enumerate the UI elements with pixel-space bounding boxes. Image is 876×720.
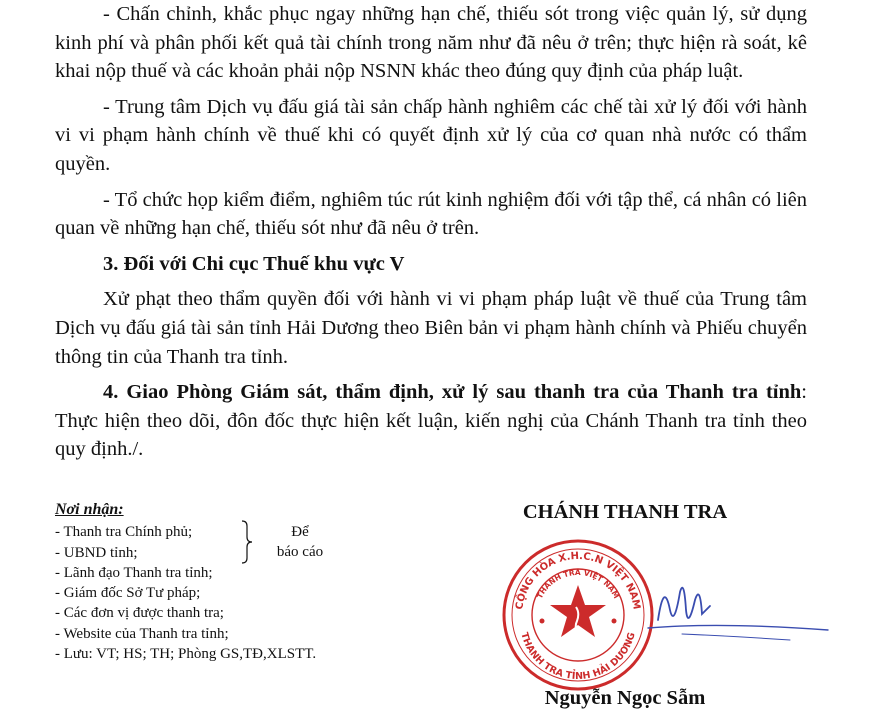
curly-brace-icon [240,520,254,564]
recipients-title: Nơi nhận: [55,501,124,518]
recipients-block [55,500,455,664]
signer-name: Nguyễn Ngọc Sẫm [544,687,706,709]
recipient-item: - Các đơn vị được thanh tra; [55,605,224,622]
paragraph-rectify: - Chấn chỉnh, khắc phục ngay những hạn chế, thiếu sót trong việc quản lý, sử dụng kinh phí và phân phối kết quả tài chính trong năm như đã nêu ở trên; thực hiện rà soát, kê khai nộp thuế và các khoản phải nộp NSNN khác theo đúng quy định của pháp luật. [55,3,807,83]
recipient-item: - Giám đốc Sở Tư pháp; [55,585,201,602]
official-seal [498,535,658,695]
document-body [55,0,807,464]
report-brace-group [240,520,350,564]
report-note-line1: Để [291,524,309,540]
paragraph-auction-center: - Trung tâm Dịch vụ đấu giá tài sản chấp hành nghiêm các chế tài xử lý đối với hành vi vi phạm hành chính về thuế khi có quyết định xử lý của cơ quan nhà nước có thẩm quyền. [55,95,807,175]
report-note [260,522,340,562]
report-note-line2: báo cáo [276,544,324,560]
recipient-item: - Lãnh đạo Thanh tra tỉnh; [55,564,213,581]
paragraph-penalty: Xử phạt theo thẩm quyền đối với hành vi vi phạm pháp luật về thuế của Trung tâm Dịch vụ đấu giá tài sản tỉnh Hải Dương theo Biên bản vi phạm hành chính và Phiếu chuyển thông tin của Thanh tra tỉnh. [55,288,807,368]
seal-bottom-text: THANH TRA TỈNH HẢI DƯƠNG [518,631,638,683]
paragraph-meeting: - Tổ chức họp kiểm điểm, nghiêm túc rút kinh nghiệm đối với tập thể, cá nhân có liên quan về những hạn chế, thiếu sót như đã nêu ở trên. [55,188,807,240]
section-heading-tax-branch: 3. Đối với Chi cục Thuế khu vực V [103,252,405,275]
seal-outer-text: CỘNG HÒA X.H.C.N VIỆT NAM [514,550,642,611]
signer-title: CHÁNH THANH TRA [522,501,728,523]
recipient-item: - UBND tỉnh; [55,544,138,561]
recipient-item: - Thanh tra Chính phủ; [55,524,193,541]
supervision-bold-lead: 4. Giao Phòng Giám sát, thẩm định, xử lý sau thanh tra của Thanh tra tỉnh [103,381,802,404]
recipient-item: - Website của Thanh tra tỉnh; [55,625,229,642]
handwritten-signature [640,570,840,650]
supervision-text: : Thực hiện theo dõi, đôn đốc thực hiện kết luận, kiến nghị của Chánh Thanh tra tỉnh theo quy định./. [55,381,807,461]
paragraph-supervision [55,378,807,464]
recipient-item: - Lưu: VT; HS; TH; Phòng GS,TĐ,XLSTT. [55,646,317,663]
seal-inner-text: THANH TRA VIỆT NAM [534,567,622,600]
